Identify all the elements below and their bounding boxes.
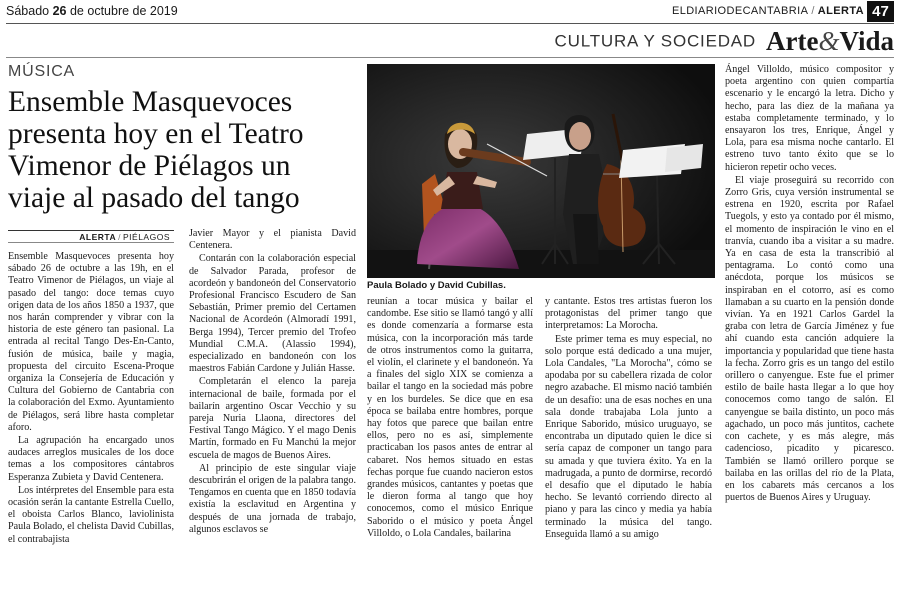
musicians-photo-illustration xyxy=(367,64,715,278)
masthead: ELDIARIODECANTABRIA / ALERTA xyxy=(671,5,864,17)
column-2-paragraph: Al principio de este singular viaje descubrirán el origen de la palabra tango. Tengamos en cuenta que en 1850 todavía existía la esclavitud en Argentina y después de una jornada de trabajo, algunos esclavos se xyxy=(189,462,356,535)
section-cultura: CULTURA Y SOCIEDAD xyxy=(554,31,756,51)
section-arte: Arte xyxy=(766,26,819,56)
article-column-1 xyxy=(8,251,174,547)
alerta-brand: ALERTA xyxy=(817,5,864,17)
section-title xyxy=(555,26,894,56)
article-column-3 xyxy=(367,296,533,541)
column-4-paragraph: y cantante. Estos tres artistas fueron los protagonistas del primer tango que interpretamos: La Morocha. xyxy=(545,296,712,332)
section-vida: Vida xyxy=(839,26,894,56)
article-column-4 xyxy=(545,296,712,542)
date-weekday: Sábado xyxy=(6,4,50,18)
article-column-5 xyxy=(725,64,894,505)
site-name: ELDIARIODECANTABRIA xyxy=(671,5,809,17)
byline: ALERTA / PIÉLAGOS xyxy=(8,230,174,243)
photo-caption: Paula Bolado y David Cubillas. xyxy=(367,280,506,291)
section-rule xyxy=(6,57,894,58)
column-5-paragraph: Ángel Villoldo, músico compositor y poeta argentino con quien compartía escenario y le encargó la letra. Dicho y hecho, para las diez de la mañana ya estaba completamente terminado, y lo ensayaron los tres, Enrique, Ángel y Lola, para esa misma noche cantarlo. El estreno tuvo tanto éxito que se lo hicieron repetir ocho veces. xyxy=(725,64,894,173)
date-rest: de octubre de 2019 xyxy=(69,4,178,18)
page-header xyxy=(6,3,894,21)
issue-date xyxy=(6,4,178,18)
article-column-2 xyxy=(189,228,356,537)
article-headline: Ensemble Masquevoces presenta hoy en el Teatro Vimenor de Piélagos un viaje al pasado del tango xyxy=(8,86,304,214)
column-1-paragraph: La agrupación ha encargado unos audaces arreglos musicales de los doce temas a los compositores cántabros Esperanza Zubieta y David Centenera. xyxy=(8,435,174,483)
page-number: 47 xyxy=(867,1,894,22)
column-1-paragraph: Los intérpretes del Ensemble para esta ocasión serán la cantante Estrella Cuello, el oboista Carlos Blanco, laviolinista Paula Bolado, el chelista David Cubillas, el contrabajista xyxy=(8,484,174,545)
column-1-paragraph: Ensemble Masquevoces presenta hoy sábado 26 de octubre a las 19h, en el Teatro Vimenor de Piélagos, un viaje al pasado del tango: doce temas cuyo origen data de los años 1850 a 1937, que nos harán comprender y vibrar con la historia de este género tan pasional. La entrada al recital Tango Des-En-Canto, fusión de música, baile y magia, propuesta del circuito Escena-Proque organiza la Consejería de Educación y Cultura del Gobierno de Cantabria con la colaboración del Exmo. Ayuntamiento de Piélagos, será libre hasta completar aforo. xyxy=(8,251,174,433)
header-rule xyxy=(6,23,894,24)
section-ampersand: & xyxy=(818,26,840,56)
date-day: 26 xyxy=(52,4,67,18)
column-3-paragraph: reunían a tocar música y bailar el candombe. Ese sitio se llamó tangó y allí es donde comenzaría a formarse esta música, con la incorporación más tarde de otros instrumentos como la guitarra, el violín, el clarinete y el bandoneón. Ya a finales del siglo XIX se comienza a bailar el tango en la sociedad más pobre y en los burdeles. Se dice que en esa época se bailaba entre hombres, porque hay fotos que parece que bailan entre ellos, pero no es así, simplemente practicaban los pasos antes de entrar al cabaret. Nos hemos situado en estas fechas porque fue cuando nacieron estos grandes músicos, cantantes y poetas que le dieron forma al tango que hoy conocemos, como el músico Enrique Saborido o el músico y poeta Ángel Villoldo, o Lola Candales, bailarina xyxy=(367,296,533,539)
column-4-paragraph: Este primer tema es muy especial, no solo porque está dedicado a una mujer, Lola Candales, "La Morocha", cómo se apodaba por su cabellera rizada de color negro azabache. El mismo nació también de un desafío: una de esas noches en una sala donde trabajaba Lola junto a Enrique Saborido, músico uruguayo, se encontraba un diputado quien le dice si sería capaz de componer un tango para su amada y que tuviera éxito. Ya en la madrugada, a punto de dormirse, recordó el desafío que el diputado le había hecho. Se levantó corriendo directo al piano y para las cinco y media ya había terminado la música del tango. Enseguida llamó a su amigo xyxy=(545,333,712,540)
byline-source: ALERTA xyxy=(79,232,117,242)
article-photo xyxy=(367,64,715,278)
column-2-paragraph: Completarán el elenco la pareja internacional de baile, formada por el bailarín argentino Oscar Vecchio y su pareja Nuria Llaona, directores del Festival Tango Mágico. Y el mago Denis Martín, formado en Fu Manchú la mejor escuela de magos de Buenos Aires. xyxy=(189,376,356,461)
column-5-paragraph: El viaje proseguirá su recorrido con Zorro Gris, cuya versión instrumental se estrena en 1920, escrita por Rafael Tuegols, y esto ya contado por él mismo, el momento de inspiración le vino en el tranvía, cuando iba a visitar a su madre. Ya en casa de esta la transcribió al pentagrama. Lo contó como una anécdota, porque los músicos se inspiraban en el cotorro, así es como llamaban a su cuarto en la pensión donde vivían. Ya en 1921 Carlos Gardel la graba con letra de García Jiménez y fue ahí cuando esta canción adquiere la importancia y popularidad que tiene hasta la fecha. Zorro gris es un tango del estilo orillero o canyengue. Este fue el primer estilo de baile hasta llegar a lo que hoy conocemos como tango de salón. El canyengue se baila distinto, un poco más agachado, un poco más juntitos, cachete con cachete, y es más alegre, más cadencioso, picadito y picaresco. También se llamó orillero porque se bailaba en las orillas del río de la Plata, en los cabarets más cercanos a los puertos de Buenos Aires y Uruguay. xyxy=(725,174,895,504)
byline-place: PIÉLAGOS xyxy=(123,232,170,242)
column-2-paragraph: Javier Mayor y el pianista David Centenera. xyxy=(189,228,356,252)
article-kicker: MÚSICA xyxy=(8,63,76,80)
column-2-paragraph: Contarán con la colaboración especial de Salvador Parada, profesor de acordeón y bandoneón del Conservatorio Profesional Francisco Escudero de San Sebastián, Primer premio del Certamen Nacional de Acordeón (Almoradí 1991, Berga 1994), Tercer premio del Trofeo Mundial C.M.A. (Alassio 1994), especializado en bandoneón con los maestros Fabián Cardone y Julián Hasse. xyxy=(189,253,356,375)
